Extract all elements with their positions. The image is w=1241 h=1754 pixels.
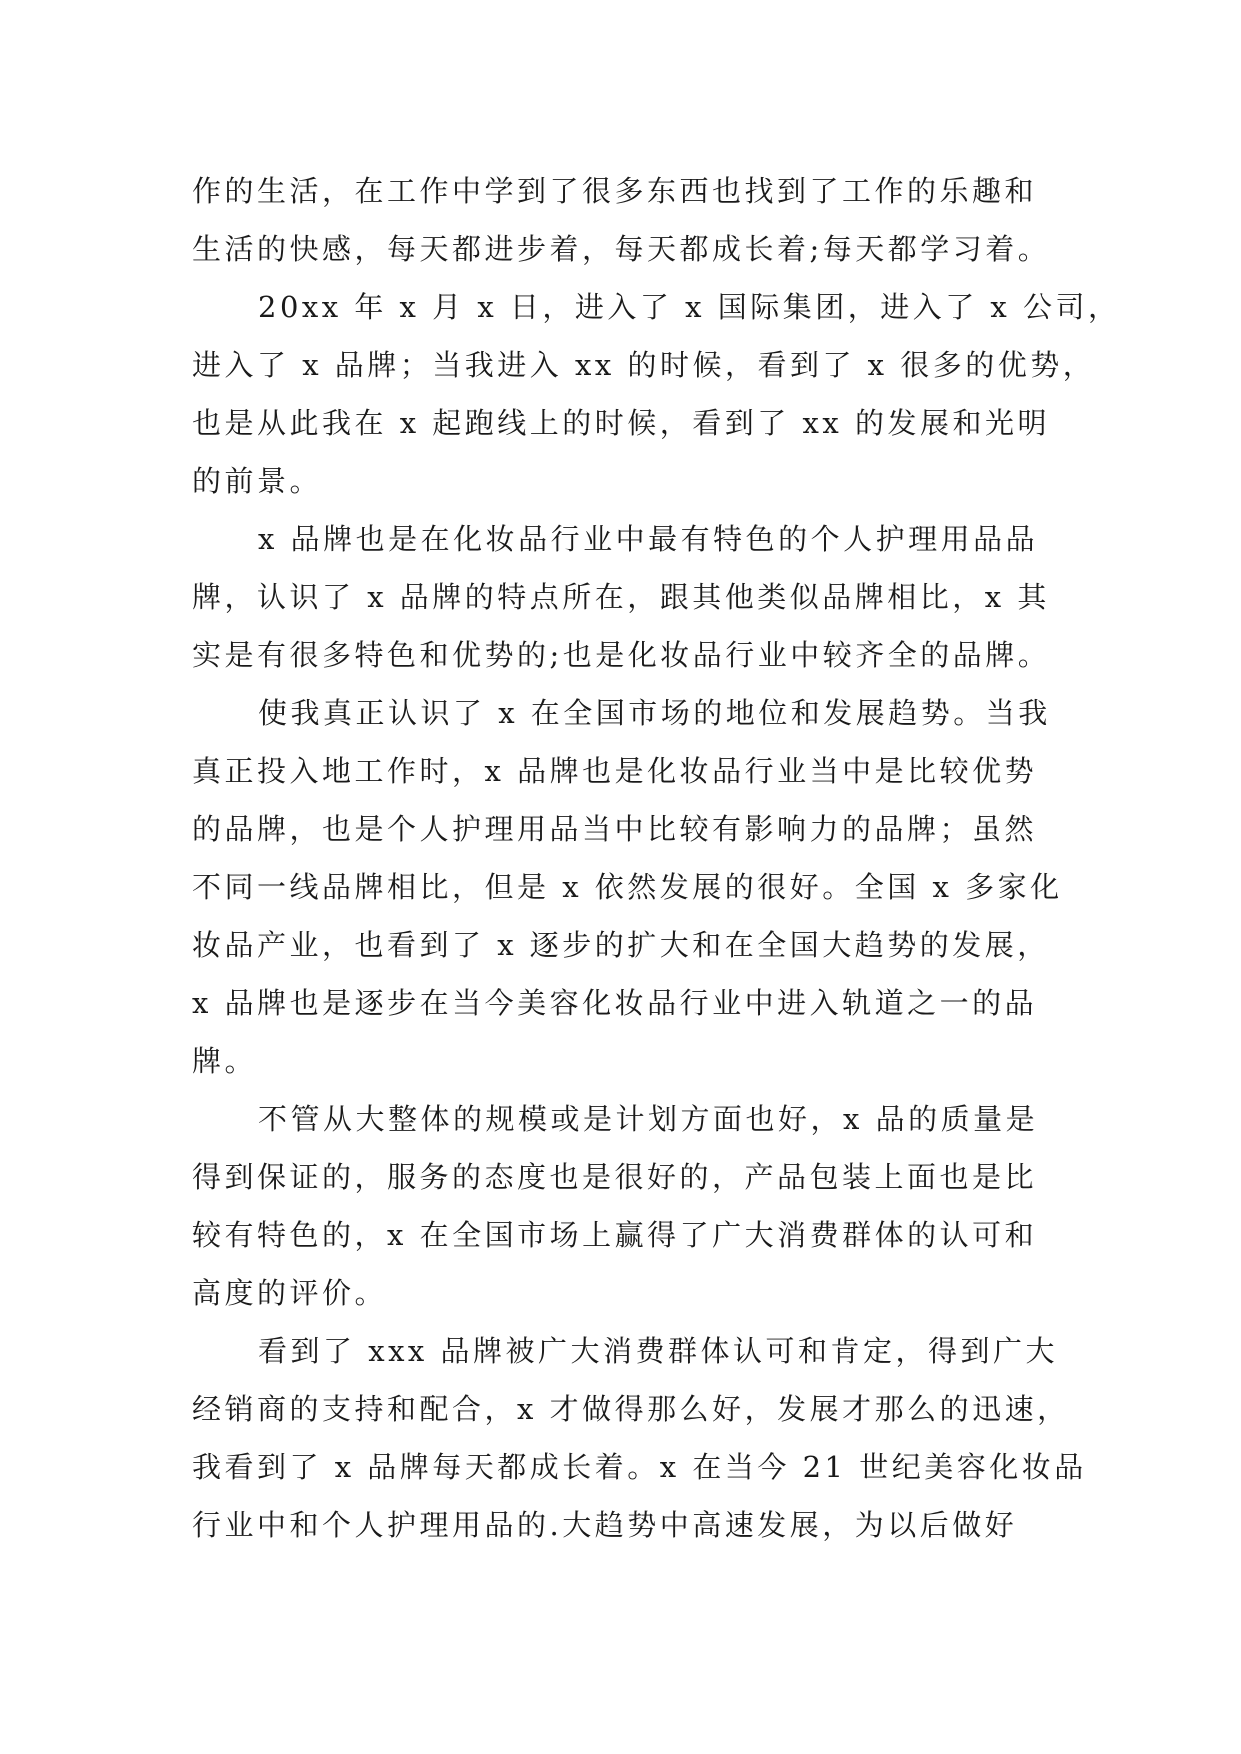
body-text	[192, 162, 1121, 1554]
text-line: 经销商的支持和配合，x 才做得那么好，发展才那么的迅速，	[192, 1392, 1070, 1426]
text-line: 我看到了 x 品牌每天都成长着。x 在当今 21 世纪美容化妆品	[192, 1450, 1087, 1484]
text-line: 实是有很多特色和优势的;也是化妆品行业中较齐全的品牌。	[192, 638, 1051, 672]
text-line: 看到了 xxx 品牌被广大消费群体认可和肯定，得到广大	[258, 1334, 1059, 1368]
text-line: 较有特色的，x 在全国市场上赢得了广大消费群体的认可和	[192, 1218, 1038, 1252]
text-line: 妆品产业，也看到了 x 逐步的扩大和在全国大趋势的发展，	[192, 928, 1050, 962]
text-line: 不管从大整体的规模或是计划方面也好，x 品的质量是	[258, 1102, 1039, 1136]
text-line: x 品牌也是逐步在当今美容化妆品行业中进入轨道之一的品	[192, 986, 1038, 1020]
text-line: x 品牌也是在化妆品行业中最有特色的个人护理用品品	[258, 522, 1039, 556]
text-line: 的前景。	[192, 464, 323, 498]
text-line: 的品牌，也是个人护理用品当中比较有影响力的品牌；虽然	[192, 812, 1038, 846]
text-line: 真正投入地工作时，x 品牌也是化妆品行业当中是比较优势	[192, 754, 1038, 788]
text-line: 进入了 x 品牌；当我进入 xx 的时候，看到了 x 很多的优势，	[192, 348, 1096, 382]
text-line: 高度的评价。	[192, 1276, 388, 1310]
text-line: 不同一线品牌相比，但是 x 依然发展的很好。全国 x 多家化	[192, 870, 1063, 904]
text-line: 行业中和个人护理用品的.大趋势中高速发展，为以后做好	[192, 1508, 1018, 1542]
text-line: 得到保证的，服务的态度也是很好的，产品包装上面也是比	[192, 1160, 1038, 1194]
text-line: 作的生活，在工作中学到了很多东西也找到了工作的乐趣和	[192, 174, 1038, 208]
text-line: 20xx 年 x 月 x 日，进入了 x 国际集团，进入了 x 公司，	[258, 290, 1121, 324]
text-line: 生活的快感，每天都进步着，每天都成长着;每天都学习着。	[192, 232, 1051, 266]
text-line: 牌。	[192, 1044, 258, 1078]
text-line: 牌，认识了 x 品牌的特点所在，跟其他类似品牌相比，x 其	[192, 580, 1050, 614]
text-line: 也是从此我在 x 起跑线上的时候，看到了 xx 的发展和光明	[192, 406, 1050, 440]
text-line: 使我真正认识了 x 在全国市场的地位和发展趋势。当我	[258, 696, 1051, 730]
